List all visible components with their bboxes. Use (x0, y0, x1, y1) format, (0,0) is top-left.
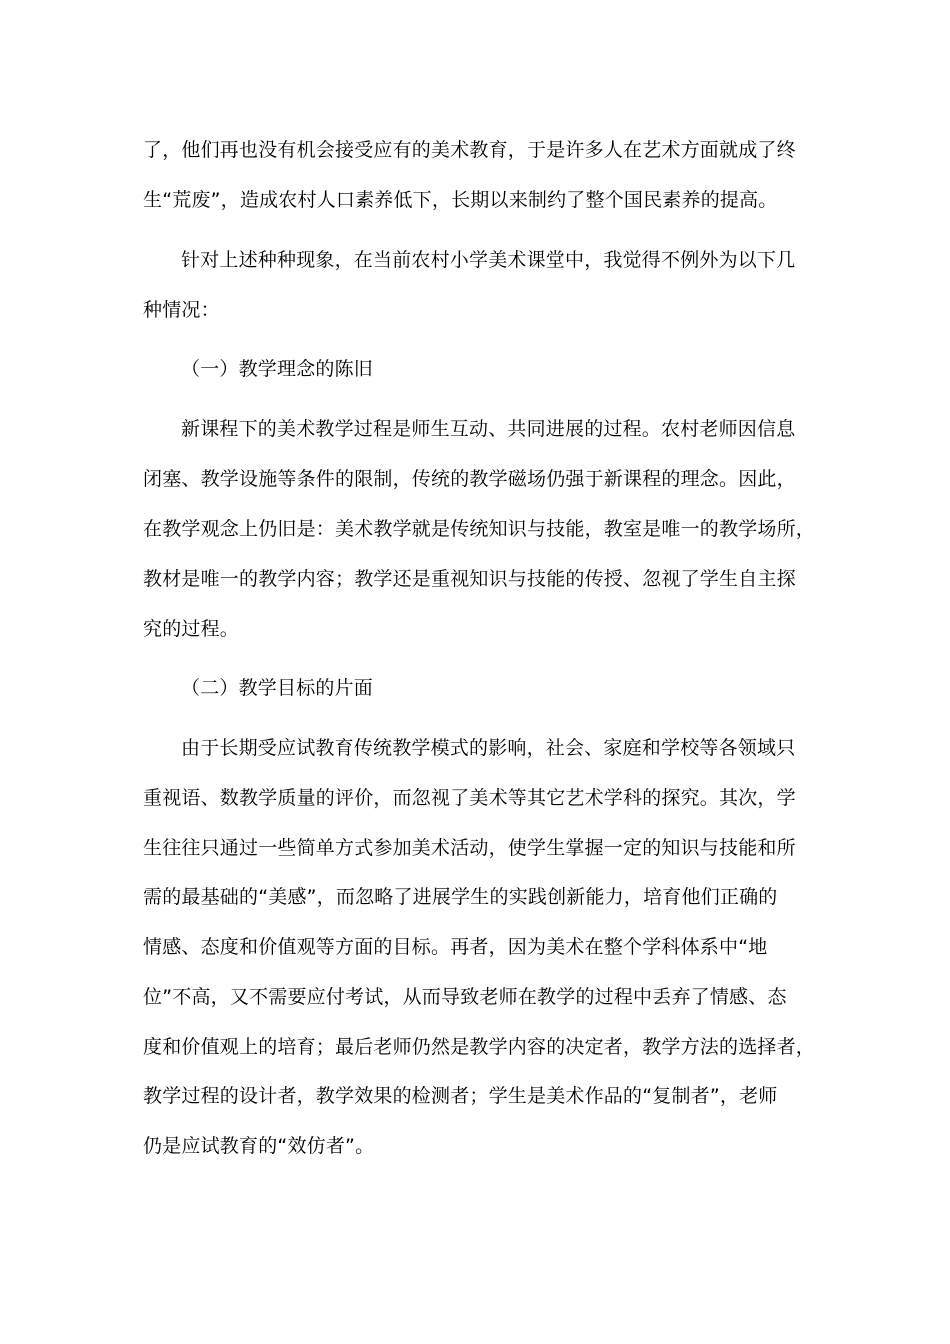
text-line: 重视语、数教学质量的评价，而忽视了美术等其它艺术学科的探究。其次，学 (143, 787, 796, 809)
section-heading: （一）教学理念的陈旧 (181, 358, 374, 380)
text-line: 度和价值观上的培育；最后老师仍然是教学内容的决定者，教学方法的选择者， (143, 1036, 816, 1058)
text-line: 仍是应试教育的“效仿者”。 (143, 1135, 375, 1157)
paragraph-start-line: 新课程下的美术教学过程是师生互动、共同进展的过程。农村老师因信息 (181, 418, 796, 440)
paragraph-start-line: 针对上述种种现象，在当前农村小学美术课堂中，我觉得不例外为以下几 (181, 249, 796, 271)
text-line: 需的最基础的“美感”，而忽略了进展学生的实践创新能力，培育他们正确的 (143, 886, 778, 908)
text-line: 种情况： (143, 299, 220, 321)
text-line: 生“荒废”，造成农村人口素养低下，长期以来制约了整个国民素养的提高。 (143, 189, 778, 211)
paragraph-start-line: 由于长期受应试教育传统教学模式的影响，社会、家庭和学校等各领域只 (181, 737, 796, 759)
text-line: 生往往只通过一些简单方式参加美术活动，使学生掌握一定的知识与技能和所 (143, 837, 796, 859)
text-line: 了，他们再也没有机会接受应有的美术教育，于是许多人在艺术方面就成了终 (143, 139, 796, 161)
text-line: 教学过程的设计者，教学效果的检测者；学生是美术作品的“复制者”，老师 (143, 1085, 778, 1107)
text-line: 教材是唯一的教学内容；教学还是重视知识与技能的传授、忽视了学生自主探 (143, 568, 796, 590)
section-heading: （二）教学目标的片面 (181, 677, 374, 699)
text-line: 位”不高，又不需要应付考试，从而导致老师在教学的过程中丢弃了情感、态 (143, 986, 787, 1008)
text-line: 在教学观念上仍旧是：美术教学就是传统知识与技能，教室是唯一的教学场所， (143, 518, 816, 540)
text-line: 情感、态度和价值观等方面的目标。再者，因为美术在整个学科体系中“地 (143, 936, 768, 958)
text-line: 闭塞、教学设施等条件的限制，传统的教学磁场仍强于新课程的理念。因此， (143, 468, 796, 490)
text-line: 究的过程。 (143, 618, 240, 640)
